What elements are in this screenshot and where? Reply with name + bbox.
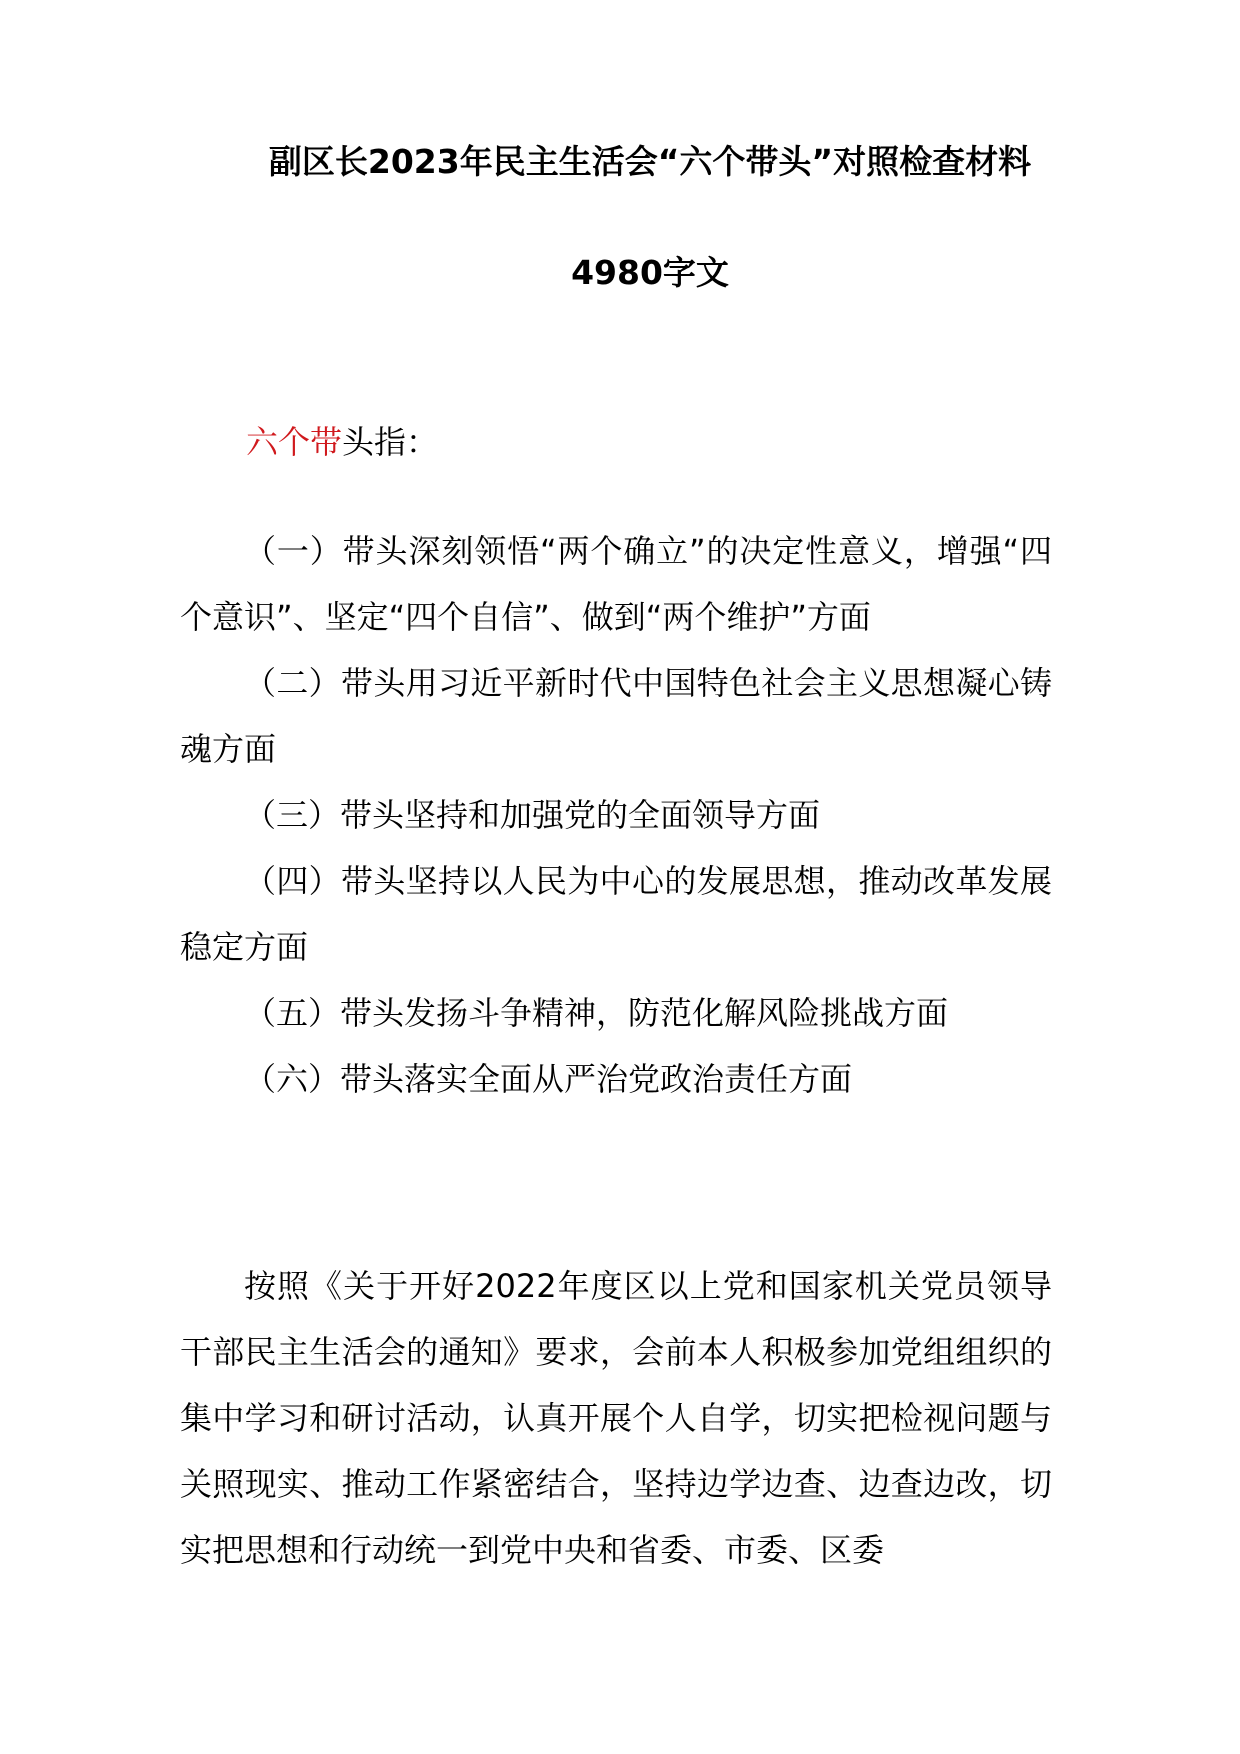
document-title-line-1: 副区长2023年民主生活会“六个带头”对照检查材料 [268, 142, 1032, 181]
intro-highlight-text: 六个带 [246, 423, 343, 461]
six-leads-list [180, 518, 1052, 1112]
list-item-6: （六）带头落实全面从严治党政治责任方面 [244, 1060, 853, 1098]
list-item-2: （二）带头用习近平新时代中国特色社会主义思想凝心铸魂方面 [180, 664, 1052, 768]
list-item-5: （五）带头发扬斗争精神，防范化解风险挑战方面 [244, 994, 949, 1032]
document-title-line-2: 4980字文 [571, 253, 729, 292]
intro-rest-text: 头指： [342, 423, 439, 461]
six-leads-intro [246, 422, 438, 462]
list-item-4: （四）带头坚持以人民为中心的发展思想，推动改革发展稳定方面 [180, 862, 1052, 966]
list-item-3: （三）带头坚持和加强党的全面领导方面 [244, 796, 821, 834]
list-item-1: （一）带头深刻领悟“两个确立”的决定性意义，增强“四个意识”、坚定“四个自信”、做到“两个维护”方面 [180, 532, 1052, 636]
body-paragraph: 按照《关于开好2022年度区以上党和国家机关党员领导干部民主生活会的通知》要求，会前本人积极参加党组组织的集中学习和研讨活动，认真开展个人自学，切实把检视问题与关照现实、推动工作紧密结合，坚持边学边查、边查边改，切实把思想和行动统一到党中央和省委、市委、区委 [180, 1267, 1052, 1569]
